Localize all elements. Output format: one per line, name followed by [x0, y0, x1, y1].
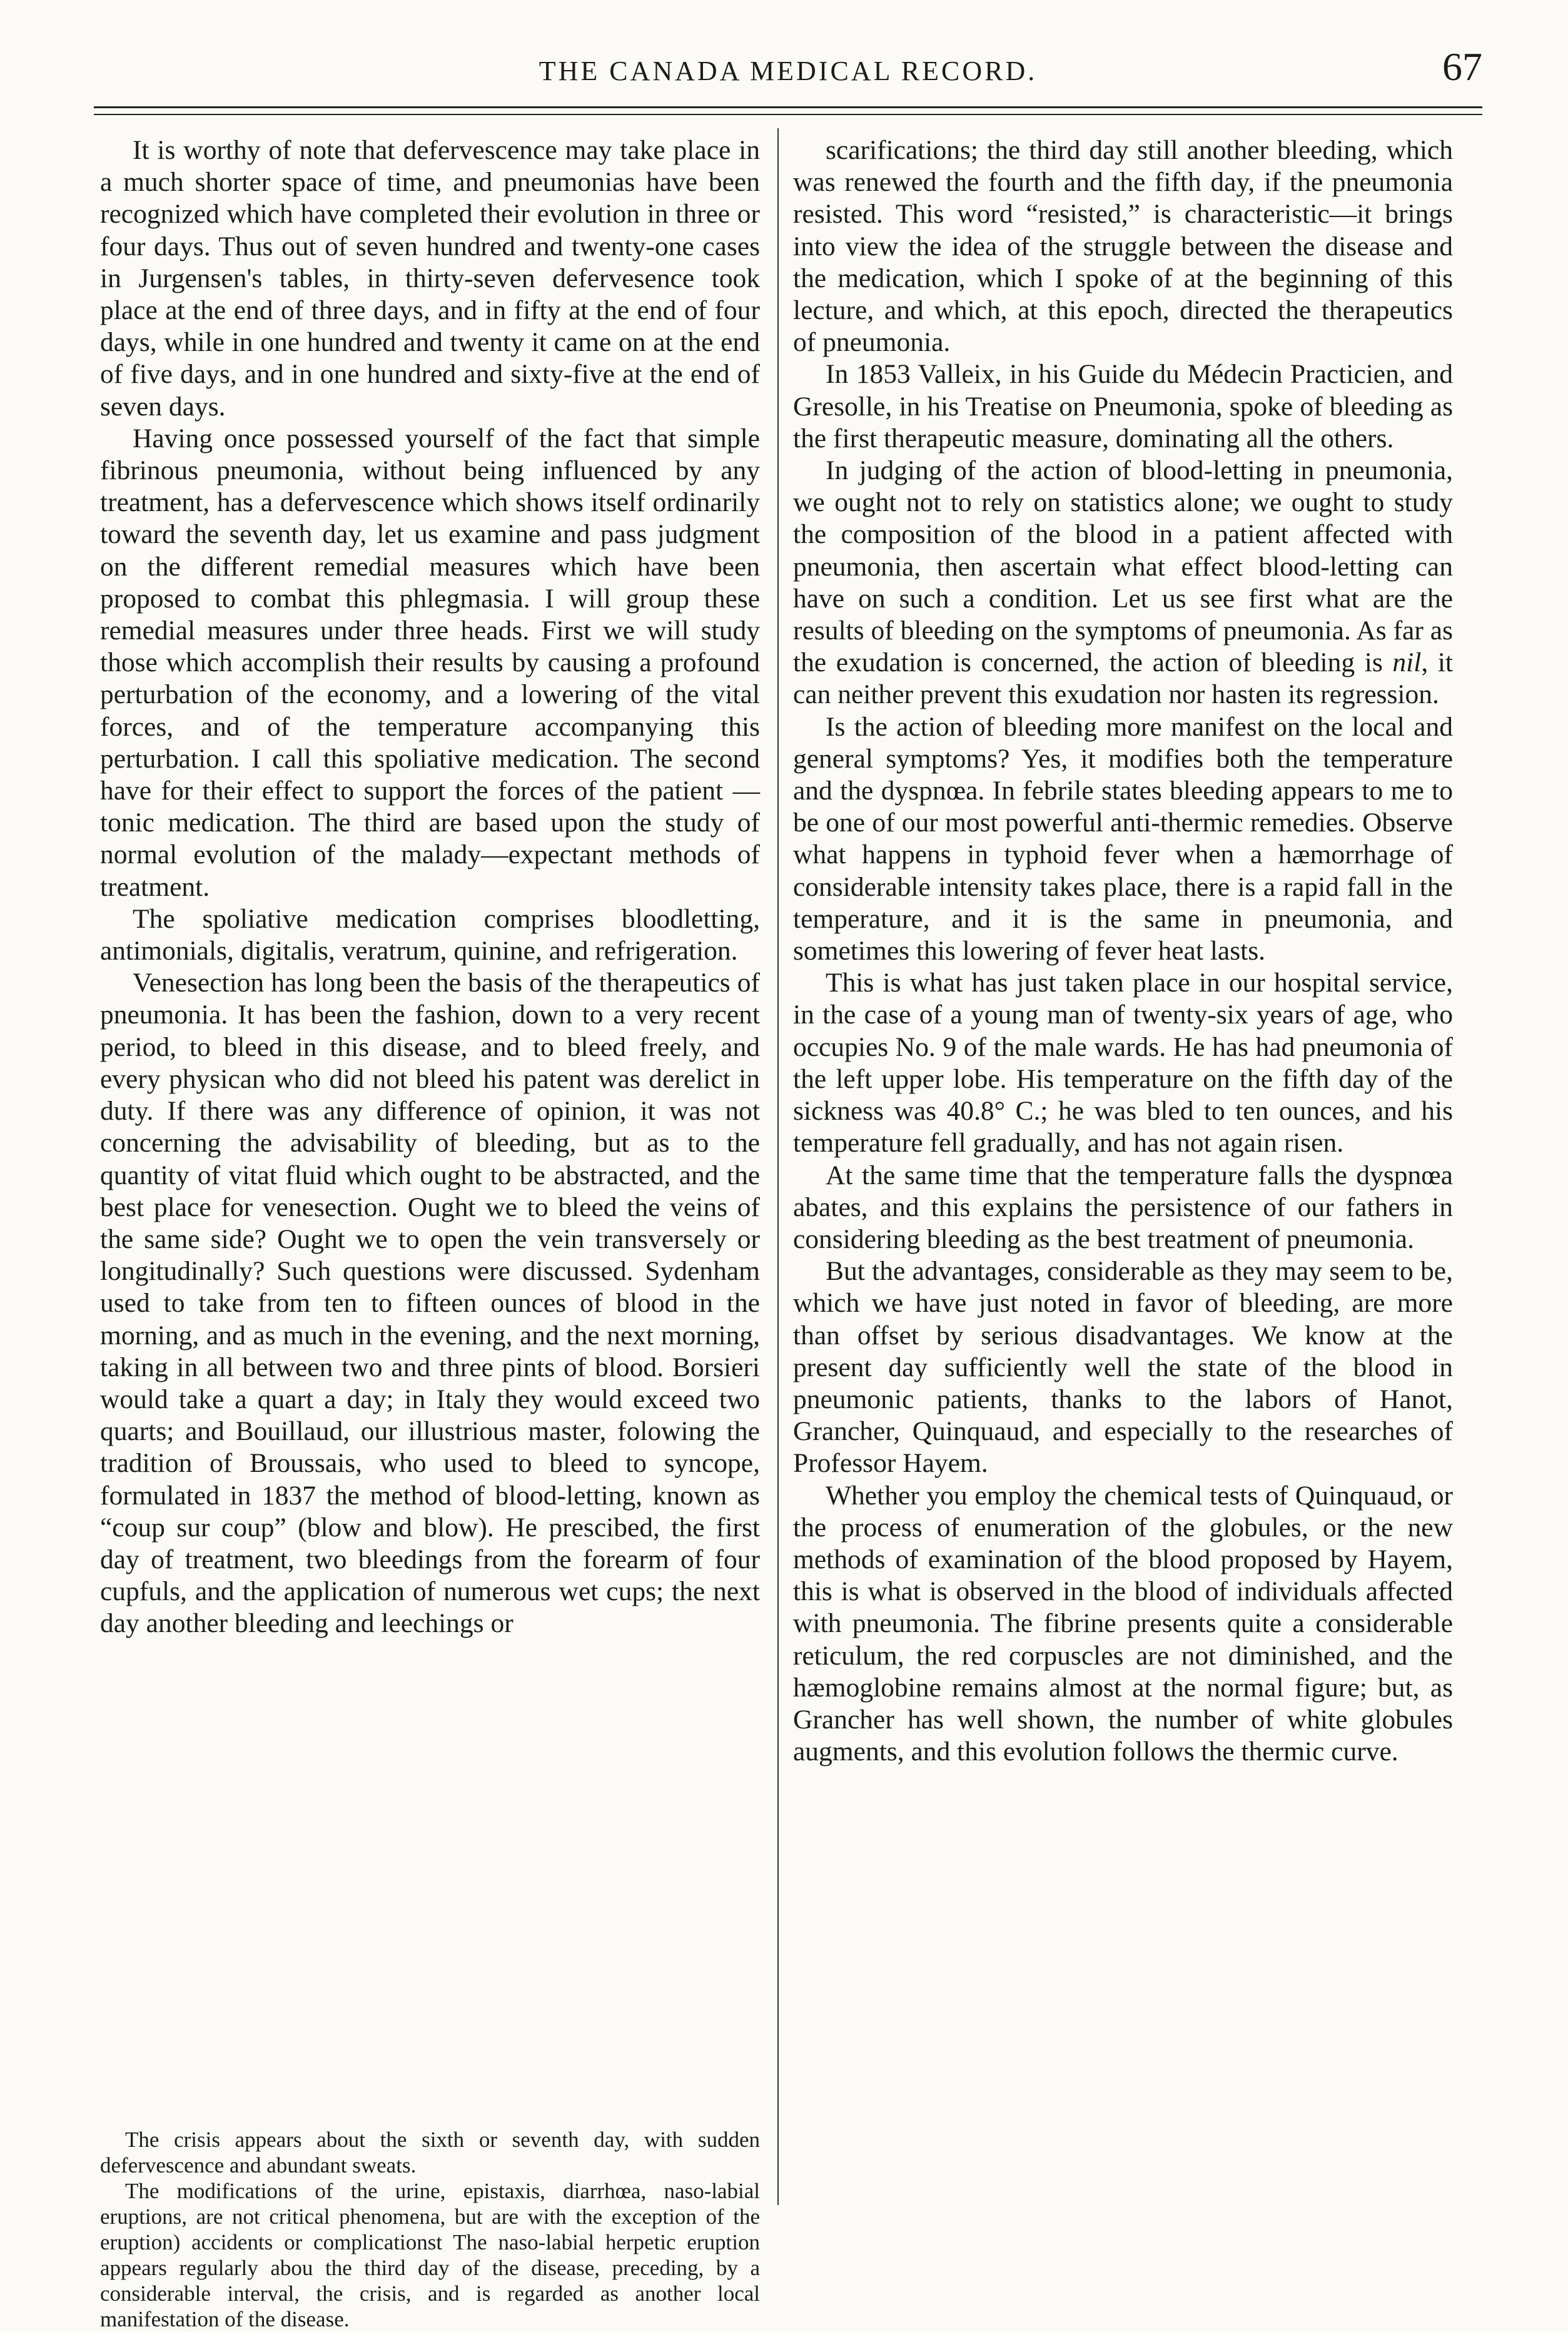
paragraph: It is worthy of note that defervescence may take place in a much shorter space of time, and pneumonias have been recognized which have completed their evolution in three or four days. Thus out of seven hundred and twenty-one cases in Jurgensen's tables, in thirty-seven defervesence took place at the end of three days, and in fifty at the end of four days, while in one hundred and twenty it came on at the end of five days, and in one hundred and sixty-five at the end of seven days.: [100, 135, 760, 422]
paragraph: This is what has just taken place in our hospital service, in the case of a young man of twenty-six years of age, who occupies No. 9 of the male wards. He has had pneumonia of the left upper lobe. His temperature on the fifth day of the sickness was 40.8° C.; he was bled to ten ounces, and his temperature fell gradually, and has not again risen.: [793, 968, 1453, 1158]
paragraph: Is the action of bleeding more manifest on the local and general symptoms? Yes, it modifies both the temperature and the dyspnœa. In febrile states bleeding appears to me to be one of our most powerful anti-thermic remedies. Observe what happens in typhoid fever when a hæmorrhage of considerable intensity takes place, there is a rapid fall in the temperature, and it is the same in pneumonia, and sometimes this lowering of fever heat lasts.: [793, 711, 1453, 966]
right-column: [793, 134, 1453, 1768]
paragraph: [793, 455, 1453, 711]
paragraph: Having once possessed yourself of the fact that simple fibrinous pneumonia, without being influenced by any treatment, has a defervescence which shows itself ordinarily toward the seventh day, let us examine and pass judgment on the different remedial measures which have been proposed to combat this phlegmasia. I will group these remedial measures under three heads. First we will study those which accomplish their results by causing a profound perturbation of the economy, and a lowering of the vital forces, and of the temperature accompanying this perturbation. I call this spoliative medication. The second have for their effect to support the forces of the patient —tonic medication. The third are based upon the study of normal evolution of the malady—expectant methods of treatment.: [100, 423, 760, 902]
paragraph: At the same time that the temperature falls the dyspnœa abates, and this explains the persistence of our fathers in considering bleeding as the best treatment of pneumonia.: [793, 1160, 1453, 1254]
running-title: THE CANADA MEDICAL RECORD.: [539, 56, 1038, 86]
column-divider: [777, 128, 779, 2205]
paragraph: But the advantages, considerable as they may seem to be, which we have just noted in favor of bleeding, are more than offset by serious disadvantages. We know at the present day sufficiently well the state of the blood in pneumonic patients, thanks to the labors of Hanot, Grancher, Quinquaud, and especially to the researches of Professor Hayem.: [793, 1256, 1453, 1479]
footnote: The modifications of the urine, epistaxis, diarrhœa, naso-labial eruptions, are not critical phenomena, but are with the exception of the eruption) accidents or complicationst The naso-labial herpetic eruption appears regularly abou the third day of the disease, preceding, by a considerable interval, the crisis, and is regarded as another local manifestation of the disease.: [100, 2179, 760, 2331]
page-header: [94, 44, 1482, 94]
paragraph: Venesection has long been the basis of the therapeutics of pneumonia. It has been the fashion, down to a very recent period, to bleed in this disease, and to bleed freely, and every physican who did not bleed his patent was derelict in duty. If there was any difference of opinion, it was not concerning the advisability of bleeding, but as to the quantity of vitat fluid which ought to be abstracted, and the best place for venesection. Ought we to bleed the veins of the same side? Ought we to open the vein transversely or longitudinally? Such questions were discussed. Sydenham used to take from ten to fifteen ounces of blood in the morning, and as much in the evening, and the next morning, taking in all between two and three pints of blood. Borsieri would take a quart a day; in Italy they would exceed two quarts; and Bouillaud, our illustrious master, folowing the tradition of Broussais, who used to bleed to syncope, formulated in 1837 the method of blood-letting, known as “coup sur coup” (blow and blow). He prescibed, the first day of treatment, two bleedings from the forearm of four cupfuls, and the application of numerous wet cups; the next day another bleeding and leechings or: [100, 968, 760, 1639]
left-column: [100, 134, 760, 1640]
header-rule-double: [94, 114, 1482, 115]
text-run: In judging of the action of blood-letting in pneumonia, we ought not to rely on statistics alone; we ought to study the composition of the blood in a patient affected with pneumonia, then ascertain what effect blood-letting can have on such a condition. Let us see first what are the results of bleeding on the symptoms of pneumonia. As far as the exudation is concerned, the action of bleeding is: [793, 455, 1453, 678]
paragraph: The spoliative medication comprises bloodletting, antimonials, digitalis, veratrum, quinine, and refrigeration.: [100, 903, 760, 966]
paragraph: scarifications; the third day still another bleeding, which was renewed the fourth and the fifth day, if the pneumonia resisted. This word “resisted,” is characteristic—it brings into view the idea of the struggle between the disease and the medication, which I spoke of at the beginning of this lecture, and which, at this epoch, directed the therapeutics of pneumonia.: [793, 135, 1453, 358]
footnotes: [100, 2127, 760, 2332]
header-rule: [94, 106, 1482, 108]
page-number: 67: [1442, 44, 1482, 89]
footnote: The crisis appears about the sixth or seventh day, with sudden defervescence and abundant sweats.: [100, 2127, 760, 2177]
text-run: , it can neither prevent this exudation nor hasten its regression.: [793, 647, 1454, 710]
paragraph: In 1853 Valleix, in his Guide du Médecin Practicien, and Gresolle, in his Treatise on Pneumonia, spoke of bleeding as the first therapeutic measure, dominating all the others.: [793, 359, 1453, 454]
italic-term: nil: [1392, 647, 1422, 678]
paragraph: Whether you employ the chemical tests of Quinquaud, or the process of enumeration of the globules, or the new methods of examination of the blood proposed by Hayem, this is what is observed in the blood of individuals affected with pneumonia. The fibrine presents quite a considerable reticulum, the red corpuscles are not diminished, and the hæmoglobine remains almost at the normal figure; but, as Grancher has well shown, the number of white globules augments, and this evolution follows the thermic curve.: [793, 1480, 1453, 1767]
